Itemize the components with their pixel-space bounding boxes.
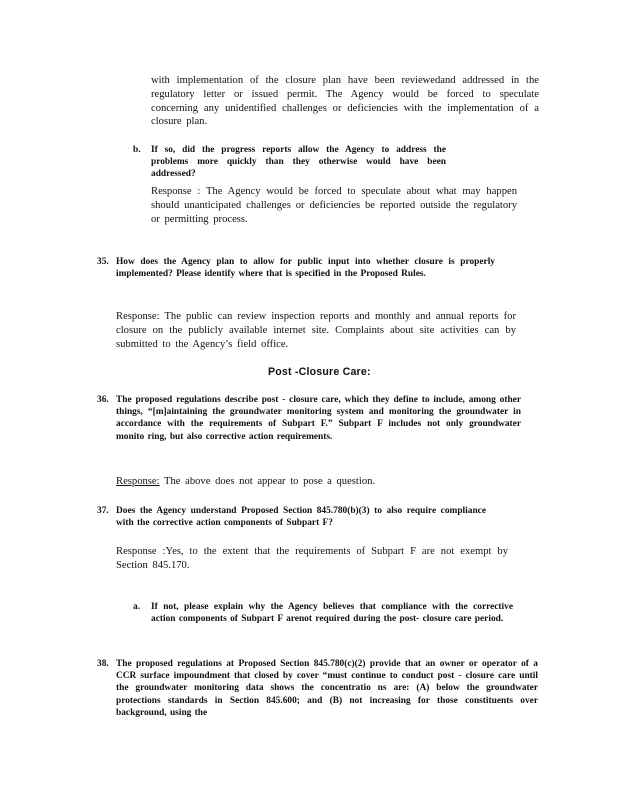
q35-question: How does the Agency plan to allow for public input into whether closure is properly implemented? Please identify where that is specified in the Proposed Rules. [116, 257, 495, 280]
q37-number: 37. [97, 506, 109, 516]
item-a-question: If not, please explain why the Agency believes that compliance with the corrective action components of Subpart F arenot required during the post- closure care period. [151, 602, 513, 625]
q36-response-text: The above does not appear to pose a question. [159, 476, 376, 487]
q37-question: Does the Agency understand Proposed Section 845.780(b)(3) to also require compliance with the corrective action components of Subpart F? [116, 506, 486, 529]
item-a-label: a. [133, 602, 141, 612]
q36-number: 36. [97, 395, 109, 405]
section-heading-post-closure-care: Post -Closure Care: [268, 366, 371, 378]
item-b-label: b. [133, 145, 141, 155]
intro-continuation-paragraph: with implementation of the closure plan have been reviewedand addressed in the regulatory letter or issued permit. The Agency would be forced to speculate concerning any unidentified challenges or deficiencies with the implementation of a closure plan. [151, 75, 539, 128]
item-b-response: Response : The Agency would be forced to speculate about what may happen should unanticipated challenges or deficiencies be reported outside the regulatory or permitting process. [151, 186, 517, 225]
q36-question: The proposed regulations describe post - closure care, which they define to include, among other things, “[m]aintaining the groundwater monitoring system and monitoring the groundwater in accordance with the requirements of Subpart F.” Subpart F includes not only groundwater monito ring, but also corrective action requirements. [116, 395, 521, 442]
q36-response [116, 475, 516, 489]
q38-question: The proposed regulations at Proposed Section 845.780(c)(2) provide that an owner or operator of a CCR surface impoundment that closed by cover “must continue to conduct post - closure care until the groundwater monitoring data shows the concentratio ns are: (A) below the groundwater protections standards in Section 845.600; and (B) not increasing for those constituents over background, using the [116, 659, 538, 718]
q36-response-label: Response: [116, 476, 160, 487]
q35-response: Response: The public can review inspection reports and monthly and annual reports for closure on the publicly available internet site. Complaints about site activities can by submitted to the Agency’s field office. [116, 311, 516, 350]
item-b-question: If so, did the progress reports allow the Agency to address the problems more quickly than they otherwise would have been addressed? [151, 145, 446, 180]
q38-number: 38. [97, 659, 109, 669]
q35-number: 35. [97, 257, 109, 267]
q37-response: Response :Yes, to the extent that the requirements of Subpart F are not exempt by Section 845.170. [116, 546, 508, 571]
